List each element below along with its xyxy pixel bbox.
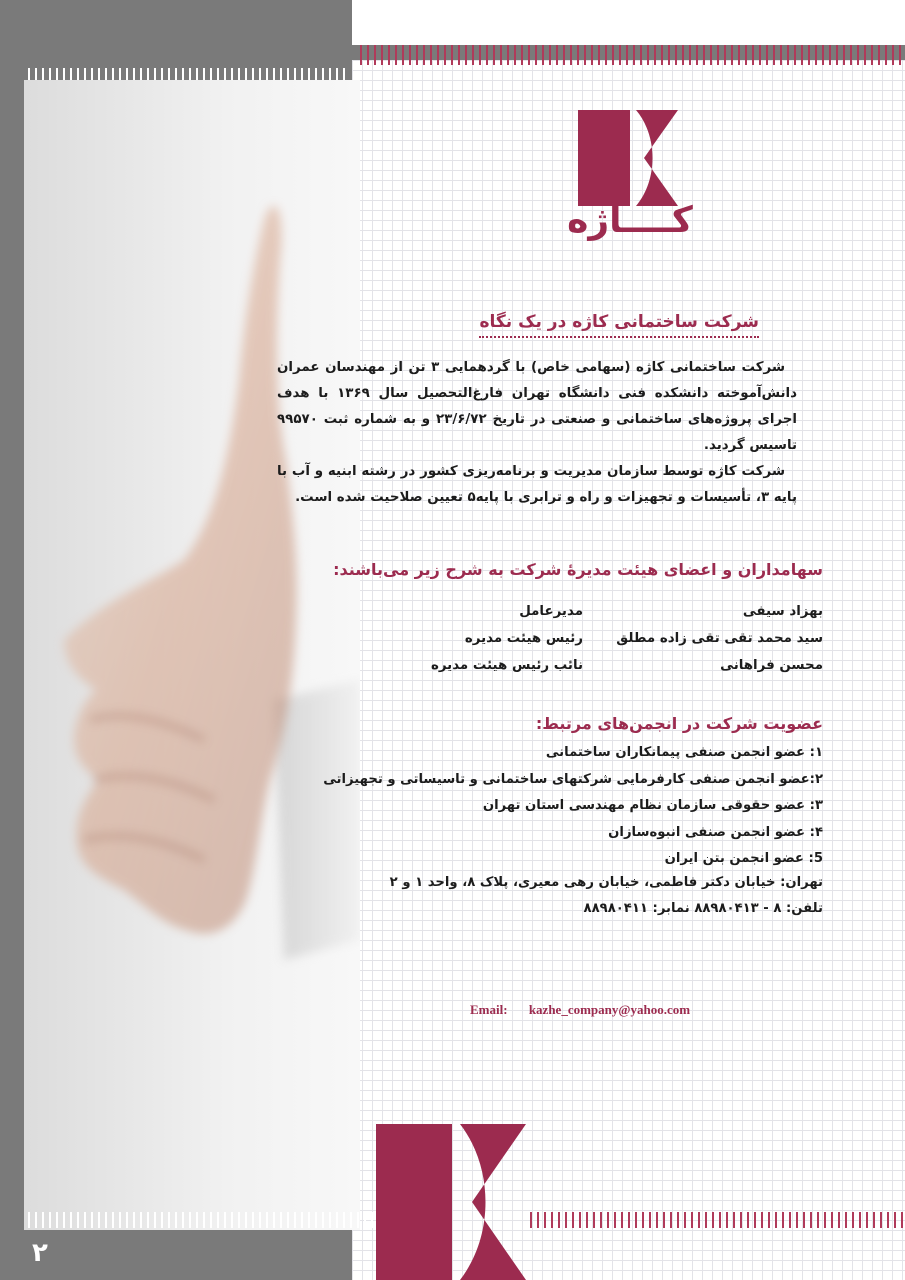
phone-text: تلفن: ۸ - ۸۸۹۸۰۴۱۳ نمابر: ۸۸۹۸۰۴۱۱ (583, 901, 823, 916)
memberships-title: عضویت شرکت در انجمن‌های مرتبط: (535, 714, 823, 733)
list-item: 5: عضو انجمن بتن ایران (664, 851, 823, 866)
bottom-tick-border (28, 1212, 388, 1228)
member-name: محسن فراهانی (720, 658, 823, 673)
member-role: نائب رئیس هیئت مدیره (430, 658, 583, 673)
member-name: سید محمد تقی تقی زاده مطلق (616, 631, 823, 646)
board-row (373, 625, 823, 652)
intro-paragraph-2: شرکت کاژه توسط سازمان مدیریت و برنامه‌ریزی کشور در رشته ابنیه و آب با پایه ۳، تأسیسات و تجهیزات و راه و ترابری با پایه۵ تعیین صلاحیت شده است. (277, 464, 797, 505)
intro-title: شرکت ساختمانی کاژه در یک نگاه (479, 312, 759, 338)
member-role: رئیس هیئت مدیره (464, 631, 583, 646)
board-list (373, 598, 823, 679)
intro-paragraph-1: شرکت ساختمانی کاژه (سهامی خاص) با گردهمایی ۳ تن از مهندسان عمران دانش‌آموخته دانشکده فنی دانشگاه تهران فارغ‌التحصیل سال ۱۳۶۹ با هدف اجرای پروژه‌های ساختمانی و صنعتی در تاریخ ۲۳/۶/۷۲ و به شماره ثبت ۹۹۵۷۰ تاسیس گردید. (277, 360, 797, 453)
intro-paragraphs (277, 355, 797, 511)
handshake-photo (24, 80, 360, 1230)
board-title: سهامداران و اعضای هیئت مدیرهٔ شرکت به شرح زیر می‌باشند: (333, 560, 823, 579)
logo-wordmark: کــــاژه (567, 200, 693, 241)
top-white-strip (352, 0, 905, 45)
kazhe-logo-icon (578, 110, 682, 206)
address-text: تهران: خیابان دکتر فاطمی، خیابان رهی معیری، پلاک ۸، واحد ۱ و ۲ (389, 875, 823, 890)
email-line (470, 1002, 690, 1018)
board-row (373, 598, 823, 625)
list-item: ۴: عضو انجمن صنفی انبوه‌سازان (608, 824, 823, 840)
email-label: Email: (470, 1002, 508, 1017)
kazhe-logo-large-icon (376, 1124, 530, 1280)
contact-block (363, 870, 823, 922)
list-item: ۱: عضو انجمن صنفی پیمانکاران ساختمانی (545, 745, 823, 760)
top-tick-border (360, 45, 905, 65)
page-number: ۲ (32, 1238, 48, 1268)
member-role: مدیرعامل (519, 604, 583, 619)
email-link[interactable]: kazhe_company@yahoo.com (528, 1002, 691, 1017)
bottom-right-tick-border (530, 1212, 905, 1228)
member-name: بهزاد سیفی (742, 604, 823, 619)
board-row (373, 652, 823, 679)
list-item: ۳: عضو حقوقی سازمان نظام مهندسی استان تهران (482, 798, 823, 813)
memberships-list (323, 740, 823, 873)
list-item: ۲:عضو انجمن صنفی کارفرمایی شرکتهای ساختمانی و تاسیساتی و تجهیزاتی (323, 771, 823, 787)
